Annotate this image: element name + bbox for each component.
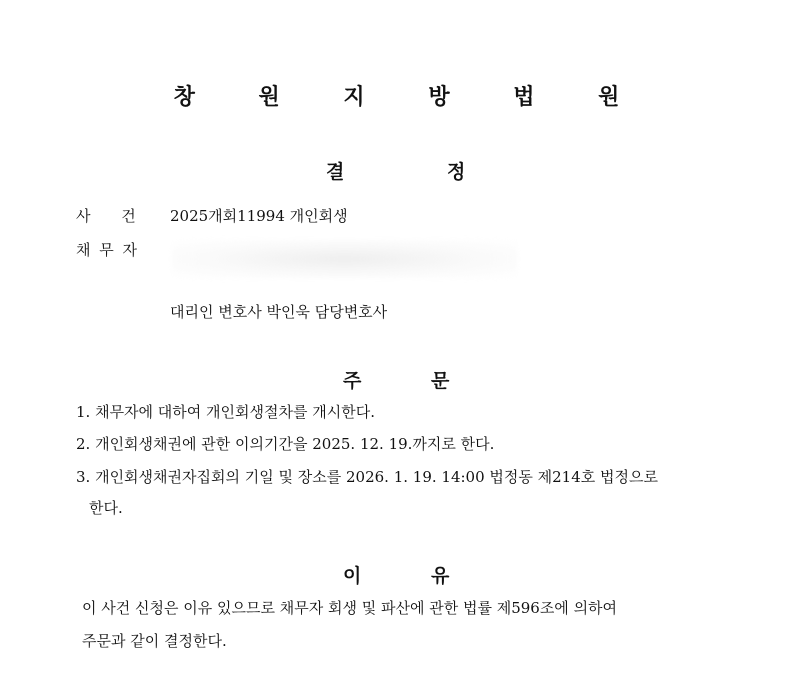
debtor-agent: 대리인 변호사 박인욱 담당변호사: [170, 303, 388, 321]
order-item-1: 1. 채무자에 대하여 개인회생절차를 개시한다.: [76, 403, 375, 421]
reason-heading-right: 유: [431, 565, 450, 587]
order-heading-left: 주: [343, 370, 362, 392]
order-heading-right: 문: [431, 370, 450, 392]
case-value: 2025개회11994 개인회생: [170, 207, 348, 225]
reason-heading-left: 이: [343, 565, 362, 587]
debtor-label: 채 무 자: [76, 241, 138, 259]
reason-line-1: 이 사건 신청은 이유 있으므로 채무자 회생 및 파산에 관한 법률 제596조에 의하여: [82, 599, 618, 617]
doc-title-right: 정: [447, 161, 466, 183]
court-name: 창 원 지 방 법 원: [173, 85, 648, 110]
order-item-3-cont: 한다.: [89, 499, 123, 517]
order-item-2: 2. 개인회생채권에 관한 이의기간을 2025. 12. 19.까지로 한다.: [76, 435, 495, 453]
doc-title-left: 결: [326, 161, 345, 183]
reason-line-2: 주문과 같이 결정한다.: [82, 632, 227, 650]
case-label: 사 건: [76, 207, 136, 225]
order-item-3: 3. 개인회생채권자집회의 기일 및 장소를 2026. 1. 19. 14:00 법정동 제214호 법정으로: [76, 468, 658, 486]
redacted-debtor-info: [172, 240, 517, 278]
